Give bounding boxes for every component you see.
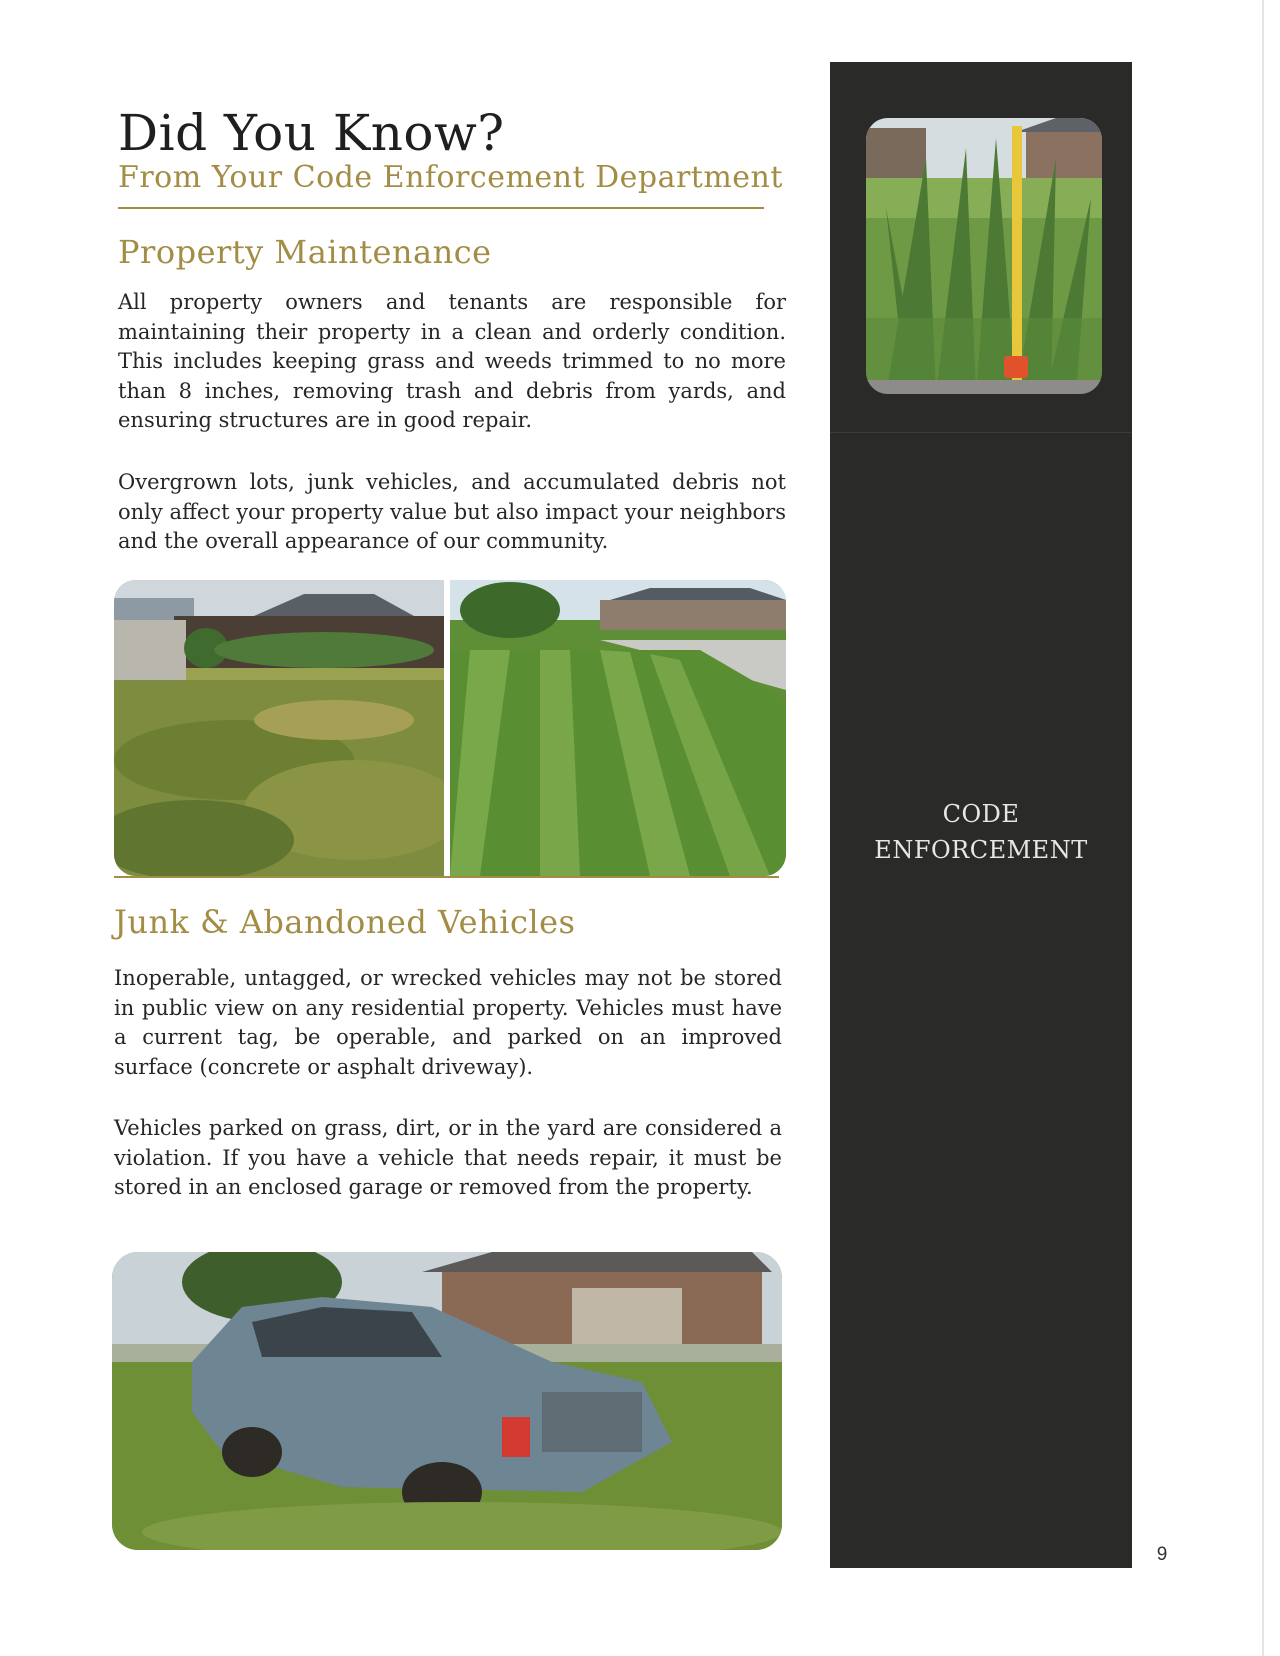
abandoned-car-photo [112,1252,782,1550]
section-heading-property-maintenance: Property Maintenance [118,233,492,271]
sidebar-divider [830,432,1132,433]
page-number: 9 [1156,1544,1168,1565]
page-subtitle: From Your Code Enforcement Department [118,160,783,195]
sidebar-label-line2: ENFORCEMENT [874,836,1088,864]
photo-divider [114,876,779,878]
tall-grass-measuring-tape-photo [866,118,1102,394]
overgrown-yard-photo [114,580,444,876]
section-heading-junk-vehicles: Junk & Abandoned Vehicles [114,903,576,941]
sidebar-label [830,796,1132,868]
paragraph-vehicles-2: Vehicles parked on grass, dirt, or in the yard are considered a violation. If you have a vehicle that needs repair, it must be stored in an enclosed garage or removed from the property. [114,1116,782,1199]
paragraph-vehicles-1: Inoperable, untagged, or wrecked vehicles may not be stored in public view on any residential property. Vehicles must have a current tag, be operable, and parked on an improved surface (concrete or asphalt driveway). [114,966,782,1079]
paragraph-maintenance-1: All property owners and tenants are responsible for maintaining their property in a clean and orderly condition. This includes keeping grass and weeds trimmed to no more than 8 inches, removing trash and debris from yards, and ensuring structures are in good repair. [118,290,786,432]
mowed-lawn-photo [450,580,786,876]
paragraph-maintenance-2: Overgrown lots, junk vehicles, and accumulated debris not only affect your property value but also impact your neighbors and the overall appearance of our community. [118,470,786,553]
sidebar-label-line1: CODE [942,800,1020,828]
header-divider [118,207,764,209]
page-edge [1262,0,1264,1656]
page-title: Did You Know? [118,104,505,162]
